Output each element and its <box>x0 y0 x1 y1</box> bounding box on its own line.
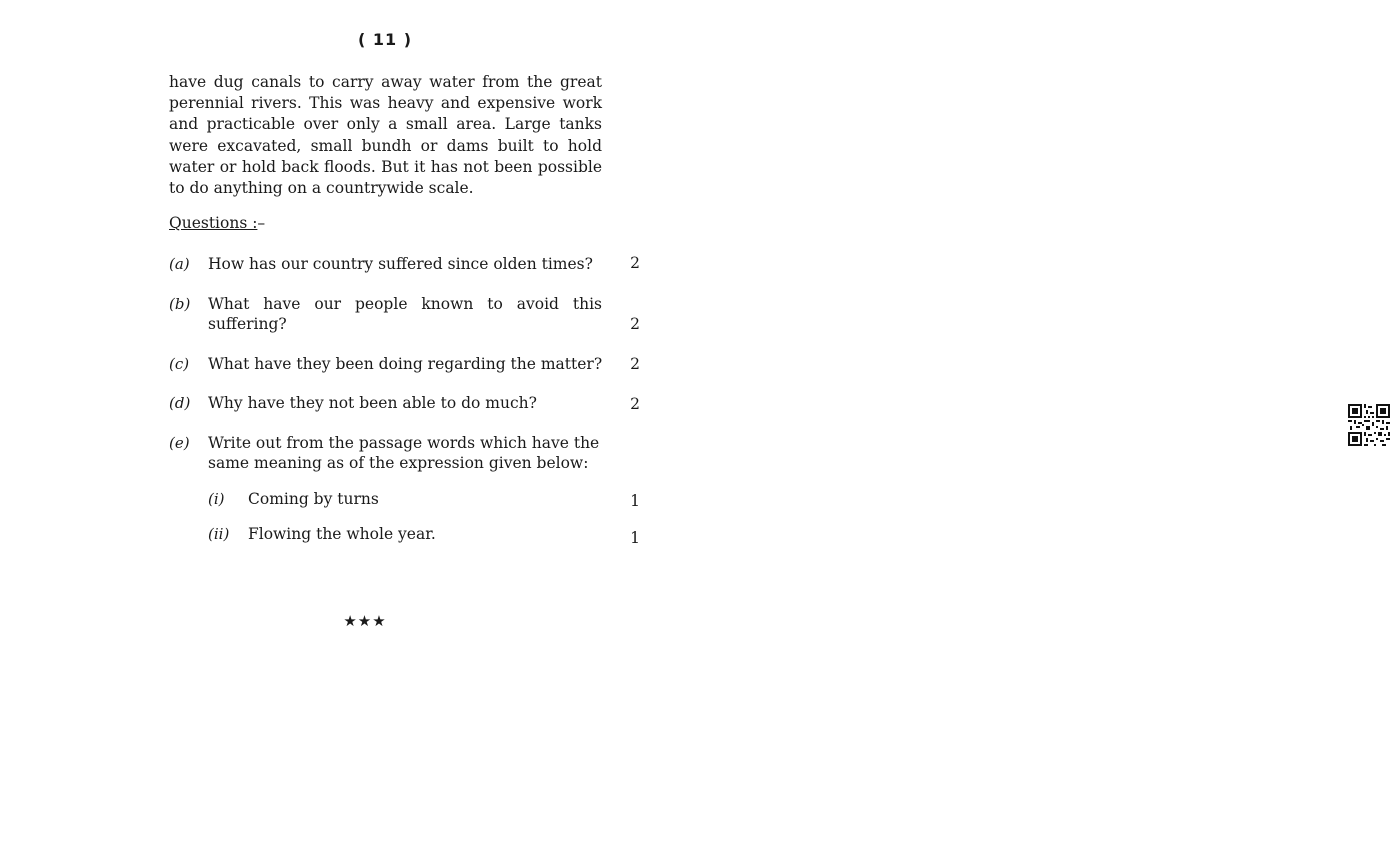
sub-question-label-i: (i) <box>208 490 225 508</box>
passage-line: perennial rivers. This was heavy and expensive work <box>169 94 602 113</box>
passage-line: water or hold back floods. But it has not been possible <box>169 157 602 176</box>
questions-heading-dash: – <box>257 214 266 232</box>
question-marks-a: 2 <box>630 254 640 272</box>
question-text-b-line1: What have our people known to avoid this <box>208 295 602 313</box>
question-label-e: (e) <box>169 434 190 452</box>
question-text-a: How has our country suffered since olden times? <box>208 255 593 273</box>
sub-question-text-i: Coming by turns <box>248 490 379 508</box>
passage-line: and practicable over only a small area. Large tanks <box>169 115 602 134</box>
question-marks-b: 2 <box>630 315 640 333</box>
question-text-c: What have they been doing regarding the matter? <box>208 355 603 373</box>
passage-line: were excavated, small bundh or dams built to hold <box>169 136 602 155</box>
qr-code-icon <box>1348 404 1390 446</box>
sub-question-marks-i: 1 <box>630 492 640 510</box>
sub-question-marks-ii: 1 <box>630 529 640 547</box>
question-label-c: (c) <box>169 355 190 373</box>
questions-heading <box>169 214 265 232</box>
question-label-a: (a) <box>169 255 190 273</box>
question-label-b: (b) <box>169 295 191 313</box>
passage-line: have dug canals to carry away water from the great <box>169 73 602 91</box>
question-label-d: (d) <box>169 394 191 412</box>
question-text-b-line2: suffering? <box>208 315 287 333</box>
questions-heading-label: Questions : <box>169 214 258 232</box>
question-text-d: Why have they not been able to do much? <box>208 394 537 412</box>
sub-question-text-ii: Flowing the whole year. <box>248 525 436 543</box>
passage-line: to do anything on a countrywide scale. <box>169 179 474 198</box>
question-marks-d: 2 <box>630 395 640 413</box>
page-number: ( 11 ) <box>357 30 413 49</box>
end-of-paper-stars: ★★★ <box>343 612 387 630</box>
question-text-e-line1: Write out from the passage words which have the <box>208 434 600 452</box>
sub-question-label-ii: (ii) <box>208 525 230 543</box>
question-marks-c: 2 <box>630 355 640 373</box>
passage <box>169 72 602 199</box>
question-text-e-line2: same meaning as of the expression given below: <box>208 454 589 472</box>
